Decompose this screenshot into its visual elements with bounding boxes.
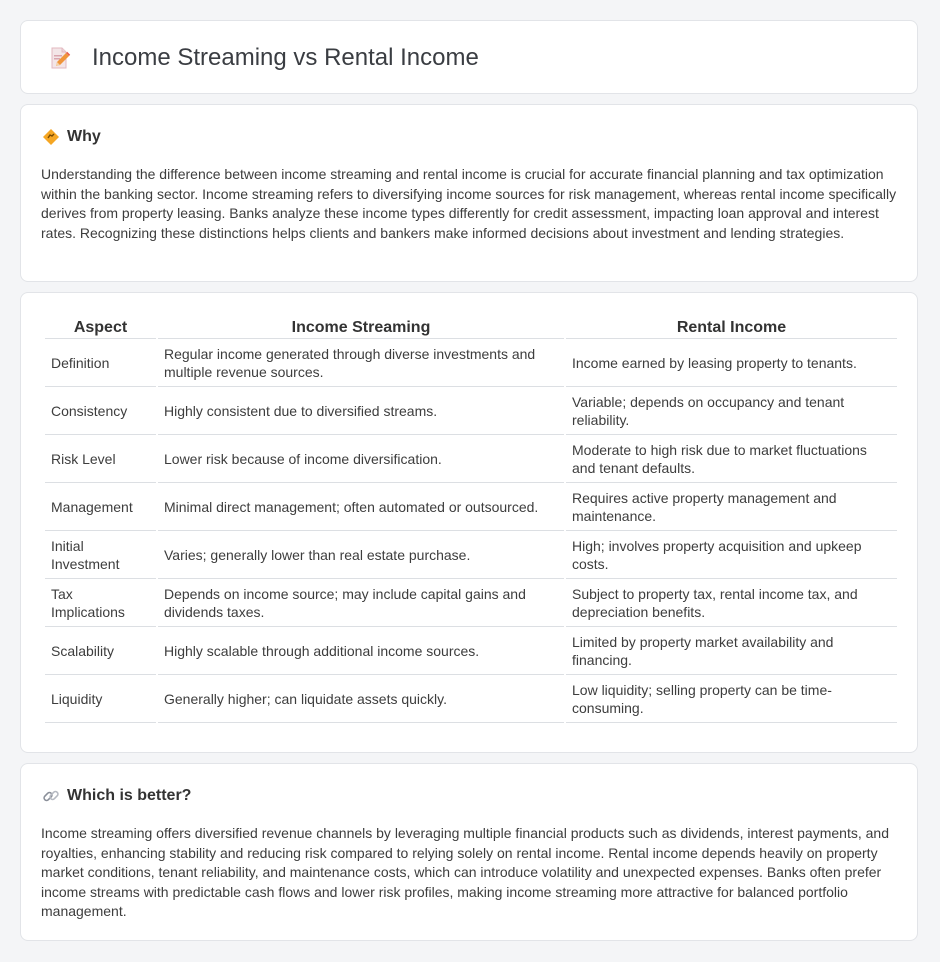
aspect-cell: Management xyxy=(45,483,156,531)
header-income-streaming: Income Streaming xyxy=(158,313,564,339)
income-streaming-cell: Regular income generated through diverse investments and multiple revenue sources. xyxy=(158,339,564,387)
table-row xyxy=(45,531,897,579)
rental-income-cell: Requires active property management and maintenance. xyxy=(566,483,897,531)
aspect-cell: Consistency xyxy=(45,387,156,435)
title-card xyxy=(20,20,918,94)
aspect-cell: Tax Implications xyxy=(45,579,156,627)
aspect-cell: Definition xyxy=(45,339,156,387)
income-streaming-cell: Depends on income source; may include capital gains and dividends taxes. xyxy=(158,579,564,627)
table-row xyxy=(45,435,897,483)
income-streaming-cell: Highly scalable through additional income sources. xyxy=(158,627,564,675)
document-pencil-icon xyxy=(47,46,71,70)
which-is-better-body: Income streaming offers diversified revenue channels by leveraging multiple financial products such as dividends, interest payments, and royalties, enhancing stability and reducing risk compared to relying solely on rental income. Rental income depends heavily on property market conditions, tenant reliability, and maintenance costs, which can introduce volatility and unexpected expenses. Banks often prefer income streams with predictable cash flows and lower risk profiles, making income streaming more attractive for balanced portfolio management. xyxy=(41,825,889,919)
comparison-section xyxy=(20,292,918,753)
income-streaming-cell: Minimal direct management; often automated or outsourced. xyxy=(158,483,564,531)
table-row xyxy=(45,483,897,531)
table-row xyxy=(45,627,897,675)
rental-income-cell: Moderate to high risk due to market fluctuations and tenant defaults. xyxy=(566,435,897,483)
comparison-table xyxy=(43,313,899,723)
income-streaming-cell: Lower risk because of income diversification. xyxy=(158,435,564,483)
rental-income-cell: Income earned by leasing property to tenants. xyxy=(566,339,897,387)
why-heading: Why xyxy=(67,128,101,145)
why-body: Understanding the difference between income streaming and rental income is crucial for accurate financial planning and tax optimization within the banking sector. Income streaming refers to diversifying income sources for risk management, whereas rental income specifically derives from property leasing. Banks analyze these income types differently for credit assessment, impacting loan approval and interest rates. Recognizing these distinctions helps clients and bankers make informed decisions about investment and lending strategies. xyxy=(41,166,897,241)
which-is-better-section xyxy=(20,763,918,941)
table-row xyxy=(45,339,897,387)
income-streaming-cell: Highly consistent due to diversified streams. xyxy=(158,387,564,435)
rental-income-cell: High; involves property acquisition and upkeep costs. xyxy=(566,531,897,579)
income-streaming-cell: Varies; generally lower than real estate purchase. xyxy=(158,531,564,579)
rental-income-cell: Limited by property market availability and financing. xyxy=(566,627,897,675)
rental-income-cell: Variable; depends on occupancy and tenant reliability. xyxy=(566,387,897,435)
table-row xyxy=(45,387,897,435)
table-header-row xyxy=(45,313,897,339)
aspect-cell: Risk Level xyxy=(45,435,156,483)
income-streaming-cell: Generally higher; can liquidate assets quickly. xyxy=(158,675,564,723)
rental-income-cell: Low liquidity; selling property can be time-consuming. xyxy=(566,675,897,723)
rental-income-cell: Subject to property tax, rental income tax, and depreciation benefits. xyxy=(566,579,897,627)
page-title: Income Streaming vs Rental Income xyxy=(92,44,479,71)
link-icon xyxy=(42,787,60,805)
diamond-sign-icon xyxy=(42,128,60,146)
header-aspect: Aspect xyxy=(45,313,156,339)
table-row xyxy=(45,675,897,723)
which-is-better-heading: Which is better? xyxy=(67,787,192,804)
why-section xyxy=(20,104,918,282)
header-rental-income: Rental Income xyxy=(566,313,897,339)
aspect-cell: Scalability xyxy=(45,627,156,675)
aspect-cell: Initial Investment xyxy=(45,531,156,579)
aspect-cell: Liquidity xyxy=(45,675,156,723)
table-row xyxy=(45,579,897,627)
